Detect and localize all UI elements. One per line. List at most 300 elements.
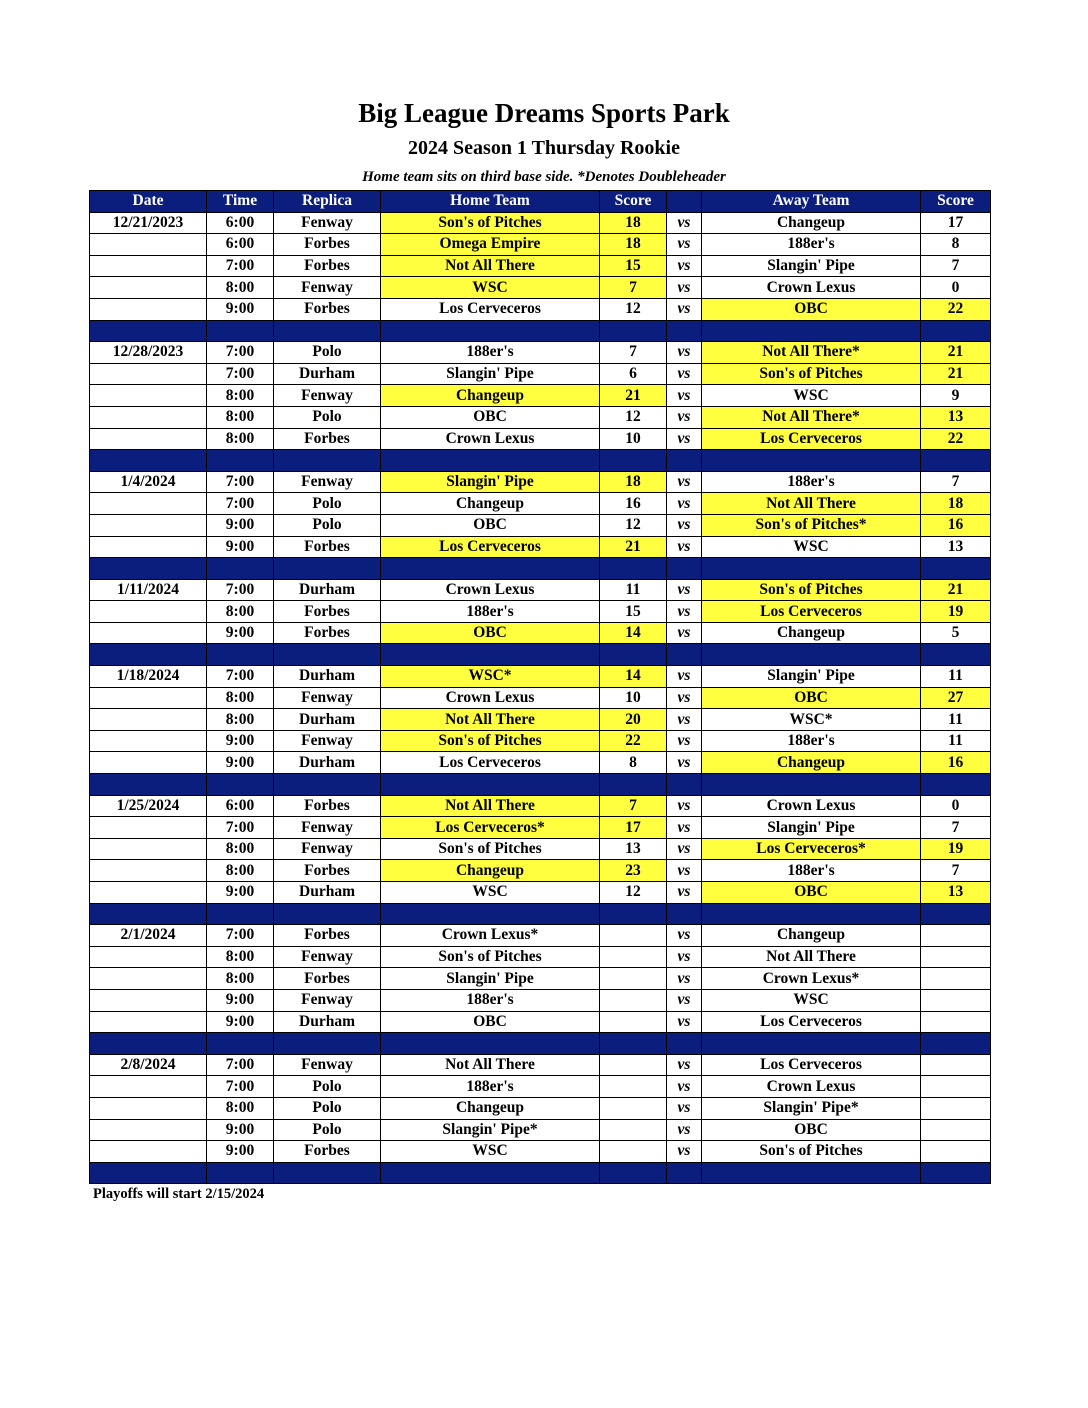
game-row [90,514,991,536]
game-time: 7:00 [207,471,274,493]
separator-cell [381,450,600,472]
home-team: Not All There [381,1054,600,1076]
away-score: 11 [921,666,991,688]
vs-label: vs [667,838,702,860]
home-team: Los Cerveceros [381,298,600,320]
vs-label: vs [667,1076,702,1098]
game-time: 9:00 [207,536,274,558]
vs-label: vs [667,493,702,515]
separator-cell [667,320,702,342]
home-team: WSC* [381,666,600,688]
separator-cell [274,450,381,472]
game-replica: Fenway [274,989,381,1011]
game-time: 9:00 [207,989,274,1011]
game-row [90,406,991,428]
home-score: 7 [600,795,667,817]
separator-cell [207,1162,274,1184]
game-date [90,838,207,860]
home-score: 20 [600,709,667,731]
separator-cell [921,320,991,342]
home-score [600,1097,667,1119]
separator-cell [600,774,667,796]
game-date: 1/25/2024 [90,795,207,817]
separator-cell [921,1162,991,1184]
game-replica: Forbes [274,298,381,320]
game-time: 8:00 [207,709,274,731]
away-team: Changeup [702,212,921,234]
home-team: WSC [381,1141,600,1163]
vs-label: vs [667,363,702,385]
away-team: Slangin' Pipe [702,817,921,839]
game-time: 8:00 [207,1097,274,1119]
game-time: 8:00 [207,946,274,968]
home-score: 22 [600,730,667,752]
home-team: Crown Lexus* [381,925,600,947]
separator-cell [90,558,207,580]
game-row [90,493,991,515]
game-date [90,882,207,904]
away-score: 19 [921,601,991,623]
game-date: 1/11/2024 [90,579,207,601]
game-replica: Durham [274,882,381,904]
vs-label: vs [667,882,702,904]
game-date [90,1119,207,1141]
home-team: WSC [381,277,600,299]
game-row [90,752,991,774]
separator-cell [274,320,381,342]
home-score: 23 [600,860,667,882]
separator-cell [381,774,600,796]
home-team: 188er's [381,989,600,1011]
header-home-score: Score [600,191,667,213]
game-replica: Polo [274,1119,381,1141]
separator-cell [90,1162,207,1184]
separator-cell [381,644,600,666]
away-score: 16 [921,514,991,536]
game-replica: Polo [274,514,381,536]
game-time: 8:00 [207,385,274,407]
away-score: 13 [921,536,991,558]
separator-cell [702,903,921,925]
vs-label: vs [667,1011,702,1033]
game-row [90,968,991,990]
away-team: Crown Lexus [702,277,921,299]
game-date: 12/21/2023 [90,212,207,234]
game-replica: Forbes [274,860,381,882]
vs-label: vs [667,817,702,839]
separator-cell [921,450,991,472]
home-team: Slangin' Pipe [381,471,600,493]
header-date: Date [90,191,207,213]
away-score: 13 [921,882,991,904]
away-score: 7 [921,817,991,839]
home-team: Not All There [381,709,600,731]
game-time: 8:00 [207,406,274,428]
game-row [90,255,991,277]
game-replica: Durham [274,752,381,774]
game-date: 1/4/2024 [90,471,207,493]
home-team: OBC [381,622,600,644]
away-score: 8 [921,234,991,256]
home-team: Los Cerveceros [381,536,600,558]
away-team: WSC [702,989,921,1011]
home-score [600,925,667,947]
home-score: 15 [600,601,667,623]
home-team: Son's of Pitches [381,730,600,752]
home-team: Son's of Pitches [381,946,600,968]
game-date [90,1097,207,1119]
game-date [90,514,207,536]
game-date [90,385,207,407]
away-team: Slangin' Pipe [702,255,921,277]
game-time: 8:00 [207,601,274,623]
home-score [600,1141,667,1163]
home-team: Not All There [381,795,600,817]
week-separator [90,450,991,472]
game-replica: Fenway [274,838,381,860]
home-score: 15 [600,255,667,277]
home-team: Changeup [381,493,600,515]
game-date [90,730,207,752]
game-row [90,298,991,320]
vs-label: vs [667,1119,702,1141]
away-score: 7 [921,471,991,493]
game-date [90,860,207,882]
header-replica: Replica [274,191,381,213]
away-team: Son's of Pitches [702,579,921,601]
away-team: Crown Lexus [702,1076,921,1098]
away-score: 5 [921,622,991,644]
home-score: 14 [600,622,667,644]
away-team: Changeup [702,752,921,774]
away-score: 0 [921,277,991,299]
game-replica: Polo [274,493,381,515]
separator-cell [667,450,702,472]
away-score: 7 [921,860,991,882]
game-date [90,493,207,515]
header-away-team: Away Team [702,191,921,213]
away-team: Not All There [702,946,921,968]
separator-cell [702,1162,921,1184]
game-replica: Fenway [274,730,381,752]
game-row [90,385,991,407]
away-team: OBC [702,298,921,320]
home-team: OBC [381,1011,600,1033]
game-row [90,838,991,860]
game-time: 9:00 [207,752,274,774]
separator-cell [600,1033,667,1055]
away-score [921,1054,991,1076]
away-team: WSC [702,385,921,407]
home-team: Changeup [381,860,600,882]
game-replica: Forbes [274,795,381,817]
game-replica: Fenway [274,385,381,407]
away-team: Son's of Pitches [702,1141,921,1163]
vs-label: vs [667,989,702,1011]
separator-cell [702,320,921,342]
game-time: 8:00 [207,968,274,990]
home-score: 18 [600,212,667,234]
home-team: 188er's [381,601,600,623]
game-time: 9:00 [207,1011,274,1033]
game-date [90,298,207,320]
home-team: OBC [381,406,600,428]
away-score: 21 [921,579,991,601]
home-score: 17 [600,817,667,839]
game-date [90,709,207,731]
game-row [90,925,991,947]
game-replica: Forbes [274,601,381,623]
game-row [90,1076,991,1098]
game-time: 7:00 [207,255,274,277]
vs-label: vs [667,1097,702,1119]
away-score: 9 [921,385,991,407]
separator-cell [921,774,991,796]
separator-cell [274,1033,381,1055]
week-separator [90,644,991,666]
home-score [600,946,667,968]
game-replica: Fenway [274,471,381,493]
away-team: OBC [702,1119,921,1141]
separator-cell [600,450,667,472]
away-score [921,1097,991,1119]
home-team: 188er's [381,1076,600,1098]
vs-label: vs [667,255,702,277]
game-row [90,536,991,558]
game-replica: Forbes [274,1141,381,1163]
game-replica: Fenway [274,946,381,968]
separator-cell [207,1033,274,1055]
game-date [90,946,207,968]
vs-label: vs [667,406,702,428]
game-time: 7:00 [207,666,274,688]
game-time: 7:00 [207,363,274,385]
separator-cell [381,320,600,342]
home-team: WSC [381,882,600,904]
game-row [90,709,991,731]
game-replica: Durham [274,709,381,731]
away-team: Changeup [702,925,921,947]
away-team: Los Cerveceros [702,1011,921,1033]
away-team: Not All There* [702,342,921,364]
separator-cell [274,644,381,666]
home-score: 18 [600,234,667,256]
game-date [90,277,207,299]
game-date: 1/18/2024 [90,666,207,688]
schedule-table [89,190,991,1184]
away-team: WSC* [702,709,921,731]
header-vs [667,191,702,213]
home-score [600,1076,667,1098]
home-team: Changeup [381,385,600,407]
vs-label: vs [667,687,702,709]
away-score: 18 [921,493,991,515]
separator-cell [207,644,274,666]
week-separator [90,1162,991,1184]
game-row [90,622,991,644]
game-date [90,428,207,450]
separator-cell [702,450,921,472]
separator-cell [90,644,207,666]
game-row [90,817,991,839]
home-team: Changeup [381,1097,600,1119]
separator-cell [702,644,921,666]
game-time: 7:00 [207,342,274,364]
game-row [90,212,991,234]
away-score [921,1076,991,1098]
away-team: Slangin' Pipe* [702,1097,921,1119]
game-time: 9:00 [207,1119,274,1141]
game-row [90,1011,991,1033]
separator-cell [207,558,274,580]
vs-label: vs [667,428,702,450]
home-team: Los Cerveceros [381,752,600,774]
vs-label: vs [667,730,702,752]
home-score [600,989,667,1011]
home-score: 12 [600,514,667,536]
game-time: 9:00 [207,1141,274,1163]
home-score: 7 [600,342,667,364]
game-replica: Durham [274,579,381,601]
home-score: 13 [600,838,667,860]
home-team: Slangin' Pipe [381,968,600,990]
separator-cell [274,558,381,580]
vs-label: vs [667,234,702,256]
vs-label: vs [667,709,702,731]
home-team: 188er's [381,342,600,364]
away-team: Los Cerveceros [702,601,921,623]
home-score: 21 [600,536,667,558]
vs-label: vs [667,601,702,623]
separator-cell [90,450,207,472]
separator-cell [274,903,381,925]
away-score: 16 [921,752,991,774]
home-score [600,1011,667,1033]
game-row [90,579,991,601]
away-score [921,1119,991,1141]
game-replica: Durham [274,1011,381,1033]
game-date: 12/28/2023 [90,342,207,364]
away-team: Crown Lexus* [702,968,921,990]
game-date [90,601,207,623]
home-team: Slangin' Pipe* [381,1119,600,1141]
separator-cell [381,1033,600,1055]
game-replica: Polo [274,1097,381,1119]
header-home-team: Home Team [381,191,600,213]
separator-cell [600,320,667,342]
home-score: 16 [600,493,667,515]
vs-label: vs [667,471,702,493]
away-score [921,968,991,990]
separator-cell [667,1162,702,1184]
away-score [921,1141,991,1163]
game-row [90,795,991,817]
schedule-note: Home team sits on third base side. *Denotes Doubleheader [362,169,726,185]
away-score: 22 [921,298,991,320]
game-replica: Polo [274,406,381,428]
away-score: 7 [921,255,991,277]
home-score: 18 [600,471,667,493]
game-row [90,1054,991,1076]
page-subtitle: 2024 Season 1 Thursday Rookie [408,137,680,159]
game-replica: Fenway [274,687,381,709]
game-replica: Forbes [274,234,381,256]
header-row [90,191,991,213]
home-score: 12 [600,298,667,320]
away-team: 188er's [702,860,921,882]
game-replica: Forbes [274,255,381,277]
away-score [921,946,991,968]
game-replica: Polo [274,342,381,364]
away-team: Not All There* [702,406,921,428]
game-replica: Durham [274,666,381,688]
game-replica: Fenway [274,277,381,299]
game-replica: Fenway [274,1054,381,1076]
schedule-body [90,212,991,1184]
vs-label: vs [667,860,702,882]
separator-cell [600,644,667,666]
separator-cell [90,903,207,925]
game-replica: Fenway [274,212,381,234]
game-time: 8:00 [207,860,274,882]
away-score: 27 [921,687,991,709]
game-time: 7:00 [207,1076,274,1098]
vs-label: vs [667,752,702,774]
game-row [90,1141,991,1163]
separator-cell [381,1162,600,1184]
separator-cell [381,558,600,580]
game-date [90,817,207,839]
week-separator [90,1033,991,1055]
home-team: Crown Lexus [381,687,600,709]
home-score [600,1054,667,1076]
separator-cell [667,1033,702,1055]
vs-label: vs [667,968,702,990]
game-time: 7:00 [207,579,274,601]
header-away-score: Score [921,191,991,213]
game-row [90,989,991,1011]
vs-label: vs [667,1141,702,1163]
vs-label: vs [667,666,702,688]
week-separator [90,774,991,796]
away-team: 188er's [702,234,921,256]
vs-label: vs [667,795,702,817]
separator-cell [702,774,921,796]
away-team: Crown Lexus [702,795,921,817]
game-row [90,342,991,364]
game-date [90,255,207,277]
game-row [90,234,991,256]
game-time: 6:00 [207,212,274,234]
vs-label: vs [667,277,702,299]
game-time: 9:00 [207,882,274,904]
separator-cell [921,1033,991,1055]
week-separator [90,320,991,342]
game-date: 2/1/2024 [90,925,207,947]
away-team: Changeup [702,622,921,644]
vs-label: vs [667,946,702,968]
game-date [90,234,207,256]
separator-cell [667,774,702,796]
separator-cell [702,1033,921,1055]
away-team: Slangin' Pipe [702,666,921,688]
game-replica: Polo [274,1076,381,1098]
away-score: 19 [921,838,991,860]
game-row [90,428,991,450]
game-row [90,601,991,623]
separator-cell [90,1033,207,1055]
away-team: 188er's [702,471,921,493]
